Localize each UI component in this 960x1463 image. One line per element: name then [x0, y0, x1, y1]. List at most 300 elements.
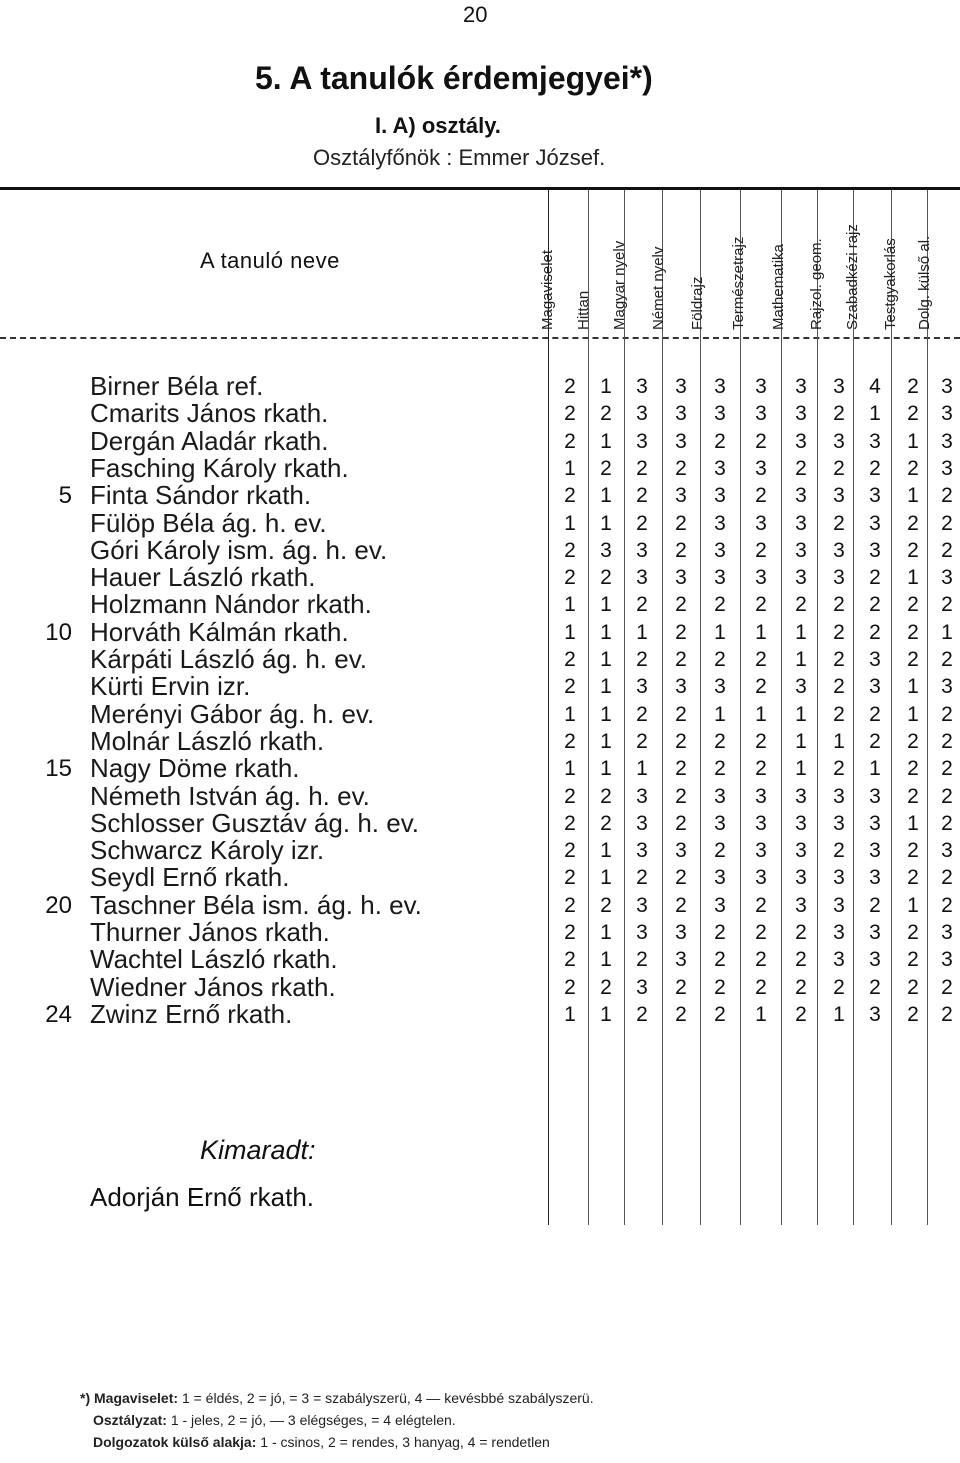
table-row: [0, 889, 960, 920]
grade-cell: 2: [564, 538, 576, 562]
grade-cell: 3: [833, 784, 845, 808]
grade-cell: 1: [755, 702, 767, 726]
table-row: [0, 425, 960, 456]
grade-cell: 1: [907, 702, 919, 726]
grade-cell: 2: [564, 784, 576, 808]
grade-cell: 2: [564, 729, 576, 753]
grade-cell: 2: [907, 375, 919, 398]
grade-cell: 3: [795, 811, 807, 835]
grade-cell: 3: [755, 839, 767, 863]
grade-cell: 2: [869, 729, 881, 753]
grade-cell: 3: [714, 784, 726, 808]
grade-cell: 1: [941, 620, 953, 644]
grade-cell: 3: [941, 402, 953, 426]
table-row: [0, 482, 960, 509]
grade-cell: 2: [636, 866, 648, 890]
grade-cell: 2: [564, 402, 576, 426]
grade-cell: 2: [714, 921, 726, 944]
student-name: Horváth Kálmán rkath.: [90, 616, 349, 647]
grade-cell: 3: [714, 566, 726, 590]
grade-cell: 3: [795, 866, 807, 890]
grade-cell: 1: [907, 429, 919, 453]
grade-cell: 3: [636, 784, 648, 808]
table-row: [0, 534, 960, 565]
grade-cell: 3: [675, 675, 687, 699]
subject-header-label: Magyar nyelv: [611, 240, 628, 330]
grade-cell: 2: [600, 784, 612, 808]
student-name: Wachtel László rkath.: [90, 944, 338, 975]
grade-cell: 2: [600, 456, 612, 480]
grade-cell: 1: [600, 375, 612, 398]
class-teacher: Osztályfőnök : Emmer József.: [313, 145, 606, 170]
grade-cell: 2: [869, 456, 881, 480]
grade-cell: 3: [636, 675, 648, 699]
grade-cell: 2: [941, 648, 953, 671]
grade-cell: 3: [869, 484, 881, 508]
table-row: [0, 452, 960, 483]
grade-cell: 2: [833, 648, 845, 671]
grade-cell: 3: [755, 402, 767, 426]
grade-cell: 2: [833, 975, 845, 999]
row-number: 24: [45, 1000, 72, 1028]
grade-cell: 3: [795, 402, 807, 426]
grade-cell: 1: [600, 484, 612, 508]
grade-cell: 2: [714, 975, 726, 999]
grade-cell: 2: [564, 675, 576, 699]
grade-cell: 3: [869, 866, 881, 890]
grade-cell: 2: [675, 975, 687, 999]
subject-header-label: Hittan: [575, 290, 592, 330]
grade-cell: 2: [755, 921, 767, 944]
grade-cell: 2: [755, 593, 767, 617]
grade-cell: 2: [869, 593, 881, 617]
grade-cell: 3: [869, 921, 881, 944]
grade-cell: 1: [600, 648, 612, 671]
student-name: Birner Béla ref.: [90, 371, 264, 401]
grade-cell: 1: [600, 675, 612, 699]
grade-cell: 1: [564, 593, 576, 617]
grade-cell: 2: [833, 402, 845, 426]
remained-student: Adorján Ernő rkath.: [90, 1182, 315, 1212]
grade-cell: 2: [941, 1002, 953, 1026]
grade-cell: 3: [714, 484, 726, 508]
grade-cell: 1: [907, 484, 919, 508]
grade-cell: 2: [675, 648, 687, 671]
footnote-work-text: 1 - csinos, 2 = rendes, 3 hanyag, 4 = rendetlen: [260, 1434, 550, 1450]
grade-cell: 2: [714, 429, 726, 453]
grade-cell: 2: [675, 1002, 687, 1026]
grade-cell: 3: [869, 511, 881, 535]
grade-cell: 3: [636, 402, 648, 426]
grade-cell: 2: [564, 429, 576, 453]
grade-cell: 2: [636, 484, 648, 508]
footnote-conduct-label: *) Magaviselet:: [80, 1390, 179, 1406]
grade-cell: 1: [907, 566, 919, 590]
grade-cell: 2: [675, 702, 687, 726]
grade-cell: 3: [869, 811, 881, 835]
grade-cell: 3: [795, 375, 807, 398]
grade-cell: 3: [833, 484, 845, 508]
grade-cell: 2: [907, 866, 919, 890]
grade-cell: 3: [795, 893, 807, 917]
grade-cell: 1: [714, 620, 726, 644]
grade-cell: 1: [600, 729, 612, 753]
grade-cell: 2: [675, 893, 687, 917]
grade-cell: 3: [636, 566, 648, 590]
grade-cell: 3: [869, 839, 881, 863]
grade-cell: 2: [636, 702, 648, 726]
grade-cell: 3: [675, 948, 687, 972]
grade-cell: 2: [675, 593, 687, 617]
grade-cell: 3: [675, 921, 687, 944]
table-row: [0, 400, 960, 427]
grade-cell: 2: [714, 729, 726, 753]
grade-cell: 2: [564, 866, 576, 890]
table-row: [0, 616, 960, 647]
grade-cell: 2: [564, 839, 576, 863]
grade-cell: 2: [755, 538, 767, 562]
grade-cell: 2: [833, 757, 845, 781]
grade-cell: 2: [564, 948, 576, 972]
grade-cell: 2: [636, 729, 648, 753]
student-name: Kürti Ervin izr.: [90, 671, 251, 702]
grade-cell: 2: [675, 456, 687, 480]
table-row: [0, 864, 960, 891]
grade-cell: 1: [869, 757, 881, 781]
grade-cell: 3: [755, 866, 767, 890]
grade-cell: 3: [869, 948, 881, 972]
grade-cell: 2: [755, 729, 767, 753]
grade-cell: 2: [833, 702, 845, 726]
grade-cell: 2: [907, 839, 919, 863]
table-row: [0, 507, 960, 538]
student-name: Holzmann Nándor rkath.: [90, 589, 372, 620]
grade-cell: 2: [636, 456, 648, 480]
row-number: 5: [58, 482, 72, 510]
grade-cell: 2: [833, 456, 845, 480]
grade-cell: 2: [675, 620, 687, 644]
table-row: [0, 919, 960, 946]
grade-cell: 3: [941, 839, 953, 863]
row-number: 15: [45, 755, 72, 783]
grade-cell: 2: [714, 757, 726, 781]
footnote-grade-text: 1 - jeles, 2 = jó, — 3 elégséges, = 4 elégtelen.: [170, 1412, 456, 1428]
subject-header-label: Mathematika: [770, 244, 787, 330]
student-name: Molnár László rkath.: [90, 725, 325, 756]
grade-cell: 3: [636, 893, 648, 917]
subject-header-label: Német nyelv: [650, 246, 667, 330]
student-name: Kárpáti László ág. h. ev.: [90, 644, 368, 674]
footnote-grade-label: Osztályzat:: [93, 1412, 167, 1428]
table-row: [0, 780, 960, 811]
grade-cell: 2: [907, 1002, 919, 1026]
grade-cell: 3: [636, 375, 648, 398]
grade-cell: 2: [795, 921, 807, 944]
table-row: [0, 373, 960, 400]
grade-cell: 1: [600, 839, 612, 863]
grade-cell: 2: [795, 1002, 807, 1026]
grade-cell: 3: [755, 375, 767, 398]
footnote-conduct: [80, 1387, 594, 1409]
row-number: 10: [45, 618, 72, 646]
table-row: [0, 807, 960, 838]
grade-cell: 2: [869, 566, 881, 590]
grade-cell: 2: [941, 702, 953, 726]
grade-cell: 2: [941, 784, 953, 808]
grade-cell: 2: [907, 757, 919, 781]
grade-cell: 3: [833, 893, 845, 917]
footnote-conduct-text: 1 = éldés, 2 = jó, = 3 = szabályszerü, 4 — kevésbbé szabályszerü.: [181, 1390, 594, 1406]
grade-cell: 2: [833, 839, 845, 863]
subject-header-label: Rajzol. geom.: [808, 238, 825, 330]
grade-cell: 2: [600, 811, 612, 835]
grade-cell: 2: [941, 484, 953, 508]
grade-cell: 1: [564, 620, 576, 644]
grade-cell: 2: [564, 921, 576, 944]
grade-cell: 1: [907, 675, 919, 699]
student-name: Taschner Béla ism. ág. h. ev.: [90, 889, 422, 920]
grade-cell: 2: [907, 729, 919, 753]
subject-header-label: Szabadkézi rajz: [844, 224, 861, 330]
subject-header-label: Magaviselet: [539, 249, 556, 330]
grade-cell: 2: [755, 948, 767, 972]
grade-cell: 2: [907, 511, 919, 535]
grade-cell: 1: [755, 620, 767, 644]
grade-cell: 2: [795, 593, 807, 617]
grade-cell: 2: [907, 620, 919, 644]
grade-cell: 2: [869, 702, 881, 726]
grade-cell: 2: [907, 593, 919, 617]
grade-cell: 3: [755, 511, 767, 535]
grade-cell: 3: [675, 484, 687, 508]
grade-cell: 1: [795, 648, 807, 671]
grade-cell: 2: [600, 975, 612, 999]
subject-header-label: Földrajz: [689, 276, 706, 330]
grade-cell: 2: [564, 566, 576, 590]
grade-cell: 3: [636, 839, 648, 863]
student-name: Fasching Károly rkath.: [90, 452, 349, 483]
footnote-work: [80, 1431, 594, 1453]
grade-cell: 2: [907, 538, 919, 562]
grade-cell: 2: [755, 675, 767, 699]
grade-cell: 1: [600, 429, 612, 453]
class-name: I. A) osztály.: [375, 113, 501, 138]
student-name: Wiedner János rkath.: [90, 971, 336, 1002]
grade-cell: 3: [869, 675, 881, 699]
grade-cell: 1: [600, 866, 612, 890]
grade-cell: 2: [869, 893, 881, 917]
grade-cell: 3: [833, 375, 845, 398]
grade-cell: 3: [795, 538, 807, 562]
section-title: 5. A tanulók érdemjegyei*): [255, 60, 653, 96]
grade-cell: 2: [755, 893, 767, 917]
grade-cell: 3: [714, 893, 726, 917]
grade-cell: 2: [564, 375, 576, 398]
grade-cell: 2: [755, 484, 767, 508]
grade-cell: 1: [636, 757, 648, 781]
grade-cell: 2: [907, 402, 919, 426]
grade-cell: 1: [795, 620, 807, 644]
student-name: Nagy Döme rkath.: [90, 753, 300, 784]
subject-header-label: Természetrajz: [730, 236, 747, 330]
grade-cell: 2: [564, 811, 576, 835]
grade-cell: 3: [833, 538, 845, 562]
grade-cell: 2: [941, 811, 953, 835]
grade-cell: 1: [714, 702, 726, 726]
grade-cell: 2: [941, 866, 953, 890]
subject-header-label: Testgyakorlás: [882, 238, 899, 330]
footnote-grade: [80, 1409, 594, 1431]
table-row: [0, 837, 960, 864]
grade-cell: 2: [941, 538, 953, 562]
grade-cell: 3: [941, 375, 953, 398]
grade-cell: 3: [869, 429, 881, 453]
table-row: [0, 698, 960, 729]
grade-cell: 2: [907, 648, 919, 671]
grade-cell: 2: [941, 593, 953, 617]
remained-label: Kimaradt:: [200, 1135, 316, 1165]
grade-cell: 3: [941, 675, 953, 699]
grade-cell: 2: [755, 757, 767, 781]
table-row: [0, 564, 960, 591]
grade-cell: 2: [564, 648, 576, 671]
grade-cell: 1: [600, 511, 612, 535]
student-name: Dergán Aladár rkath.: [90, 425, 329, 456]
subject-header-label: Dolg. külső al.: [916, 235, 933, 330]
grade-cell: 1: [600, 948, 612, 972]
grade-cell: 3: [675, 839, 687, 863]
student-name: Seydl Ernő rkath.: [90, 862, 290, 893]
grade-cell: 2: [714, 593, 726, 617]
grade-cell: 2: [795, 456, 807, 480]
grade-cell: 3: [941, 566, 953, 590]
grade-cell: 3: [714, 866, 726, 890]
grade-cell: 3: [795, 675, 807, 699]
grade-cell: 3: [675, 375, 687, 398]
student-name: Cmarits János rkath.: [90, 398, 329, 429]
table-row: [0, 591, 960, 618]
grade-cell: 2: [564, 975, 576, 999]
grade-cell: 3: [795, 566, 807, 590]
grade-cell: 2: [907, 784, 919, 808]
grade-cell: 2: [907, 456, 919, 480]
grade-cell: 3: [755, 566, 767, 590]
grade-cell: 1: [600, 1002, 612, 1026]
grade-cell: 2: [636, 511, 648, 535]
student-name: Thurner János rkath.: [90, 917, 330, 947]
student-name: Góri Károly ism. ág. h. ev.: [90, 534, 388, 565]
grade-cell: 2: [714, 1002, 726, 1026]
grade-cell: 1: [600, 702, 612, 726]
table-row: [0, 646, 960, 673]
grade-cell: 2: [675, 811, 687, 835]
grade-cell: 3: [833, 866, 845, 890]
grade-cell: 3: [833, 429, 845, 453]
grade-cell: 2: [600, 893, 612, 917]
grade-cell: 3: [714, 538, 726, 562]
grade-cell: 2: [833, 675, 845, 699]
grade-cell: 3: [795, 839, 807, 863]
grade-cell: 2: [833, 620, 845, 644]
row-number: 20: [45, 891, 72, 919]
grade-cell: 1: [600, 593, 612, 617]
grade-cell: 3: [869, 538, 881, 562]
grade-cell: 2: [675, 511, 687, 535]
grade-cell: 3: [941, 948, 953, 972]
student-name: Németh István ág. h. ev.: [90, 780, 370, 811]
grade-cell: 2: [675, 757, 687, 781]
grade-cell: 3: [636, 429, 648, 453]
grade-cell: 3: [675, 402, 687, 426]
grade-cell: 2: [941, 511, 953, 535]
footnote-work-label: Dolgozatok külső alakja:: [93, 1434, 257, 1450]
grade-cell: 1: [907, 893, 919, 917]
grade-cell: 3: [600, 538, 612, 562]
grade-cell: 1: [564, 757, 576, 781]
student-name: Finta Sándor rkath.: [90, 480, 312, 511]
grade-cell: 2: [600, 566, 612, 590]
grade-cell: 2: [675, 538, 687, 562]
student-name: Zwinz Ernő rkath.: [90, 998, 293, 1029]
grade-cell: 3: [714, 511, 726, 535]
grade-cell: 3: [869, 784, 881, 808]
grade-cell: 3: [714, 811, 726, 835]
grade-cell: 2: [636, 948, 648, 972]
student-name: Hauer László rkath.: [90, 562, 316, 593]
grade-cell: 2: [714, 648, 726, 671]
table-row: [0, 998, 960, 1029]
grade-cell: 2: [941, 757, 953, 781]
grade-cell: 2: [941, 893, 953, 917]
student-name: Fülöp Béla ág. h. ev.: [90, 507, 327, 538]
grade-cell: 2: [755, 648, 767, 671]
footnotes: [80, 1387, 594, 1453]
table-row: [0, 946, 960, 973]
grade-cell: 1: [795, 729, 807, 753]
grade-cell: 1: [795, 757, 807, 781]
grade-cell: 1: [564, 702, 576, 726]
grade-cell: 3: [636, 921, 648, 944]
grade-cell: 2: [907, 948, 919, 972]
grade-cell: 3: [755, 784, 767, 808]
grade-cell: 3: [714, 402, 726, 426]
grade-cell: 2: [564, 484, 576, 508]
grade-cell: 2: [941, 975, 953, 999]
student-name: Schlosser Gusztáv ág. h. ev.: [90, 807, 419, 838]
grade-cell: 3: [833, 921, 845, 944]
grade-cell: 2: [714, 839, 726, 863]
grade-cell: 1: [600, 921, 612, 944]
grade-cell: 3: [714, 375, 726, 398]
grade-cell: 2: [564, 893, 576, 917]
grade-cell: 1: [755, 1002, 767, 1026]
table-row: [0, 755, 960, 782]
grade-cell: 3: [833, 948, 845, 972]
grade-cell: 1: [869, 402, 881, 426]
student-name: Schwarcz Károly izr.: [90, 835, 325, 866]
grade-cell: 3: [755, 456, 767, 480]
grade-cell: 3: [795, 484, 807, 508]
grade-cell: 2: [907, 975, 919, 999]
grade-cell: 2: [869, 620, 881, 644]
grade-cell: 2: [636, 648, 648, 671]
grade-cell: 2: [795, 948, 807, 972]
grade-cell: 2: [636, 1002, 648, 1026]
grade-cell: 2: [755, 429, 767, 453]
grade-cell: 3: [941, 429, 953, 453]
grade-cell: 2: [675, 729, 687, 753]
grade-cell: 3: [795, 511, 807, 535]
